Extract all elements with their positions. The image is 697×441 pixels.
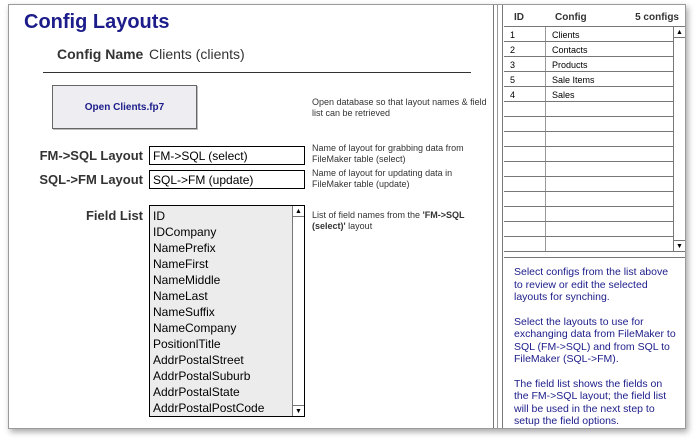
field-list-item[interactable]: NameFirst [153, 257, 209, 271]
config-row-name: Clients [552, 30, 580, 40]
column-separator [545, 132, 546, 146]
empty-config-row [504, 177, 673, 192]
sql-fm-layout-label: SQL->FM Layout [39, 172, 143, 187]
column-separator [545, 117, 546, 131]
configs-scrollbar[interactable] [673, 27, 685, 251]
config-row-id: 3 [510, 60, 516, 70]
configs-header [504, 5, 685, 27]
info-paragraph: Select the layouts to use for exchanging data from FileMaker to SQL (FM->SQL) and from SQL to FileMaker (SQL->FM). [514, 315, 676, 365]
info-panel [504, 257, 685, 429]
empty-config-row [504, 222, 673, 237]
column-separator [545, 57, 546, 71]
field-list-item[interactable]: NameMiddle [153, 273, 221, 287]
scroll-down-arrow-icon[interactable]: ▼ [674, 240, 685, 251]
column-separator [545, 87, 546, 101]
configs-rows [504, 27, 673, 252]
configs-count: 5 configs [635, 12, 679, 23]
field-list-help-bold: 'FM->SQL (select)' [312, 210, 465, 231]
config-row-id: 4 [510, 90, 516, 100]
fm-sql-layout-field[interactable] [149, 146, 305, 165]
scroll-up-arrow-icon[interactable]: ▲ [674, 27, 685, 38]
field-list-item[interactable]: ID [153, 209, 165, 223]
field-list-item[interactable]: AddrPostalPostCode [153, 401, 265, 415]
column-separator [545, 42, 546, 56]
field-list-help-pre: List of field names from the [312, 210, 421, 220]
config-row[interactable] [504, 42, 673, 57]
sql-fm-layout-help: Name of layout for updating data in FileMaker table (update) [312, 168, 453, 189]
config-row-name: Products [552, 60, 588, 70]
column-separator [545, 162, 546, 176]
config-row-id: 1 [510, 30, 516, 40]
page-title: Config Layouts [24, 11, 170, 33]
pane-splitter[interactable] [493, 5, 503, 428]
config-row[interactable] [504, 27, 673, 42]
empty-config-row [504, 192, 673, 207]
empty-config-row [504, 117, 673, 132]
field-list-scrollbar[interactable] [292, 206, 304, 416]
column-separator [545, 102, 546, 116]
config-name-label: Config Name [57, 46, 144, 62]
config-row[interactable] [504, 72, 673, 87]
open-database-button[interactable]: Open Clients.fp7 [52, 85, 197, 129]
column-separator [545, 72, 546, 86]
column-separator [545, 237, 546, 251]
field-list-help [312, 210, 492, 232]
divider [43, 72, 471, 73]
field-list-item[interactable]: IDCompany [153, 225, 217, 239]
configs-col-id: ID [514, 12, 524, 23]
field-list-help-post: layout [348, 221, 373, 231]
field-list-item[interactable]: PositionlTitle [153, 337, 221, 351]
column-separator [545, 147, 546, 161]
column-separator [545, 192, 546, 206]
empty-config-row [504, 147, 673, 162]
configs-col-config: Config [555, 12, 587, 23]
config-row[interactable] [504, 57, 673, 72]
scroll-down-arrow-icon[interactable]: ▼ [293, 405, 304, 416]
fm-sql-layout-label: FM->SQL Layout [39, 148, 143, 163]
field-list-item[interactable]: NameLast [153, 289, 208, 303]
configs-table[interactable] [504, 27, 685, 252]
column-separator [545, 207, 546, 221]
column-separator [545, 27, 546, 41]
info-paragraph: Select configs from the list above to review or edit the selected layouts for synching. [514, 266, 669, 303]
empty-config-row [504, 207, 673, 222]
field-list-item[interactable]: NameCompany [153, 321, 237, 335]
field-list-item[interactable]: AddrPostalSuburb [153, 369, 251, 383]
empty-config-row [504, 102, 673, 117]
field-list-item[interactable]: AddrPostalState [153, 385, 240, 399]
scroll-up-arrow-icon[interactable]: ▲ [293, 206, 304, 217]
field-list-box[interactable] [149, 205, 305, 417]
sql-fm-layout-field[interactable] [149, 170, 305, 189]
column-separator [545, 177, 546, 191]
fm-sql-layout-help: Name of layout for grabbing data from FileMaker table (select) [312, 143, 464, 164]
config-row-name: Contacts [552, 45, 588, 55]
config-row[interactable] [504, 87, 673, 102]
empty-config-row [504, 237, 673, 252]
empty-config-row [504, 132, 673, 147]
field-list-item[interactable]: AddrPostalStreet [153, 353, 244, 367]
config-row-id: 5 [510, 75, 516, 85]
field-list-items [153, 208, 290, 416]
config-layouts-window [8, 4, 686, 429]
field-list-item[interactable]: NamePrefix [153, 241, 216, 255]
config-row-id: 2 [510, 45, 516, 55]
config-row-name: Sale Items [552, 75, 595, 85]
info-paragraph: The field list shows the fields on the FM->SQL layout; the field list will be used in the next step to setup the field options. [514, 377, 667, 427]
config-name-value: Clients (clients) [149, 46, 245, 62]
column-separator [545, 222, 546, 236]
field-list-item[interactable]: NameSuffix [153, 305, 215, 319]
config-row-name: Sales [552, 90, 575, 100]
open-database-help: Open database so that layout names & field list can be retrieved [312, 97, 487, 118]
field-list-label: Field List [85, 208, 143, 223]
empty-config-row [504, 162, 673, 177]
